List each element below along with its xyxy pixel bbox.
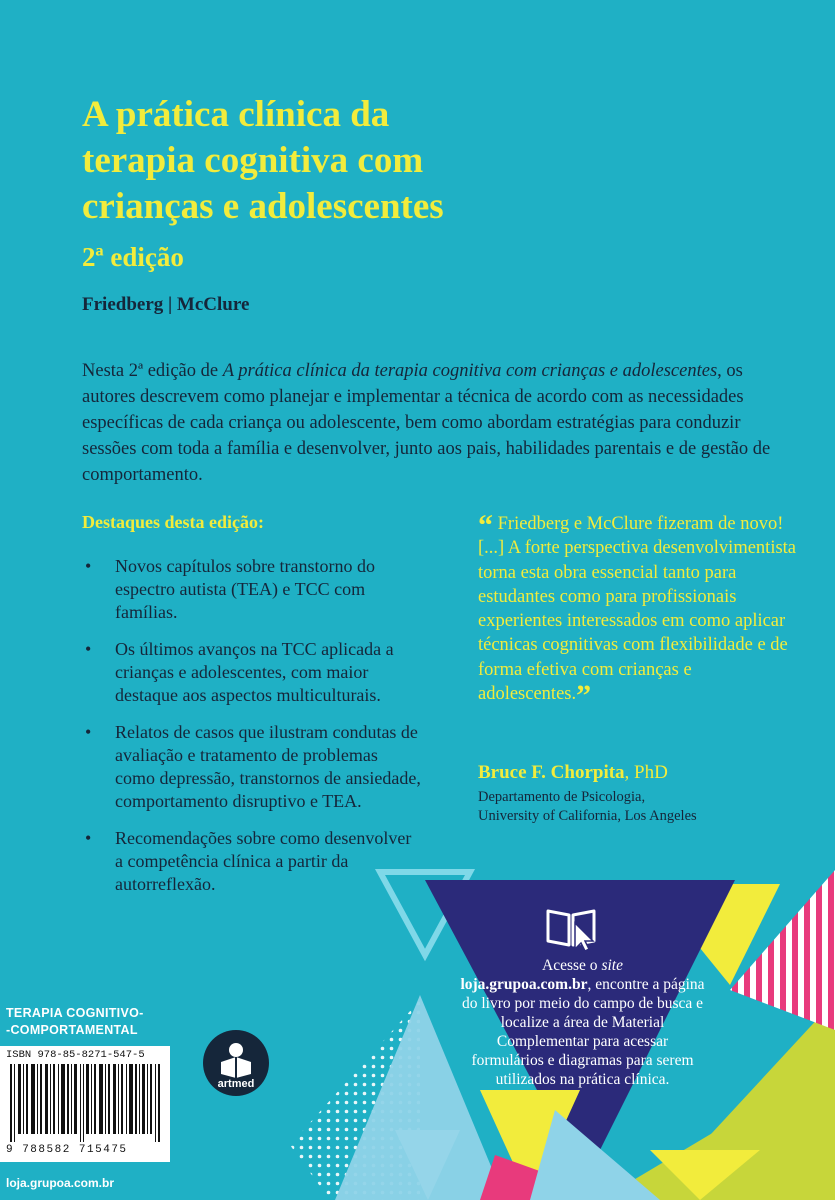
category-line: TERAPIA COGNITIVO- — [6, 1006, 144, 1020]
open-quote-mark: “ — [478, 509, 493, 542]
quote-affiliation — [478, 788, 697, 826]
isbn-label: ISBN 978-85-8271-547-5 — [6, 1049, 145, 1061]
footer-url[interactable]: loja.grupoa.com.br — [6, 1176, 115, 1190]
barcode — [6, 1064, 166, 1142]
description-paragraph — [82, 358, 782, 488]
quote-text: Friedberg e McClure fizeram de novo! [...] A forte perspectiva desenvolvimentista torna esta obra essencial tanto para estudantes como para profissionais experientes interessados em como aplicar técnicas cognitivas com flexibilidade e de forma efetiva com crianças e adolescentes. — [478, 514, 797, 705]
site-box-text — [460, 956, 705, 1089]
close-quote-mark: ” — [576, 679, 592, 713]
edition-label: 2ª edição — [82, 242, 184, 272]
highlights-list — [82, 555, 422, 910]
site-prefix: Acesse o — [542, 957, 602, 974]
description-book-title: A prática clínica da terapia cognitiva com crianças e adolescentes — [222, 361, 718, 381]
quote-author — [478, 762, 668, 784]
title-line: A prática clínica da — [82, 94, 390, 135]
list-item: • Os últimos avanços na TCC aplicada a crianças e adolescentes, com maior destaque aos aspectos multiculturais. — [82, 638, 422, 707]
title-line: crianças e adolescentes — [82, 186, 444, 227]
title-line: terapia cognitiva com — [82, 140, 424, 181]
site-word: site — [601, 957, 623, 974]
quote-author-title: , PhD — [624, 762, 668, 783]
authors-label: Friedberg | McClure — [82, 294, 250, 315]
site-instructions: , encontre a página do livro por meio do campo de busca e localize a área de Material Complementar para acessar formulários e diagramas para serem utilizados na prática clínica. — [461, 976, 705, 1088]
description-suffix: , os autores descrevem como planejar e implementar a técnica de acordo com as necessidades específicas de cada criança ou adolescente, bem como abordam estratégias para conduzir sessões com toda a família e desenvolver, junto aos pais, habilidades parentais e de gestão de comportamento. — [82, 361, 771, 485]
ean-digits: 9 788582 715475 — [6, 1144, 128, 1156]
list-item: • Novos capítulos sobre transtorno do espectro autista (TEA) e TCC com famílias. — [82, 555, 422, 624]
category-line: -COMPORTAMENTAL — [6, 1023, 138, 1037]
site-url-link[interactable]: loja.grupoa.com.br — [460, 976, 588, 993]
list-item: • Relatos de casos que ilustram condutas de avaliação e tratamento de problemas como depressão, transtornos de ansiedade, comportamento disruptivo e TEA. — [82, 721, 422, 813]
publisher-name: artmed — [217, 1078, 255, 1090]
category-label — [0, 1005, 166, 1045]
book-title — [82, 92, 782, 230]
affiliation-line: Departamento de Psicologia, — [478, 789, 646, 805]
quote-author-name: Bruce F. Chorpita — [478, 762, 625, 783]
list-item: • Recomendações sobre como desenvolver a competência clínica a partir da autorreflexão. — [82, 827, 422, 896]
book-cursor-icon — [545, 905, 597, 951]
highlights-title: Destaques desta edição: — [82, 512, 264, 532]
affiliation-line: University of California, Los Angeles — [478, 808, 697, 824]
description-prefix: Nesta 2ª edição de — [82, 361, 223, 381]
testimonial-quote — [478, 509, 798, 713]
